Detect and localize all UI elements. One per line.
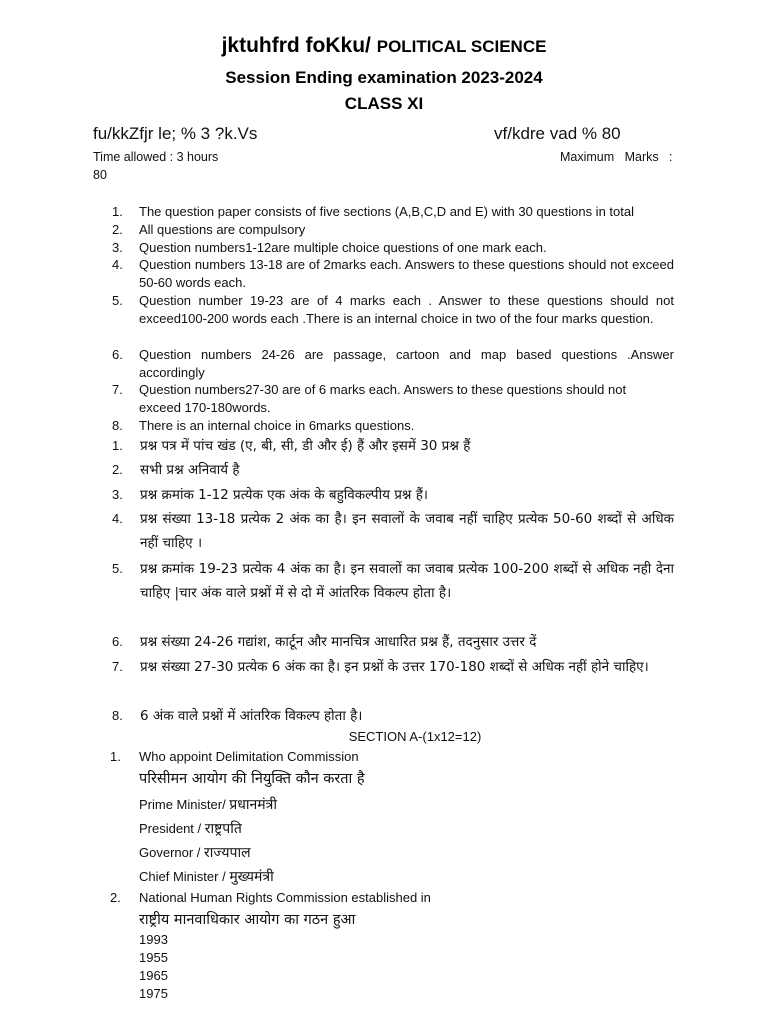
instruction-item: 3. Question numbers1-12are multiple choice questions of one mark each. (112, 240, 547, 255)
option: 1993 (139, 932, 168, 947)
question-text-hindi: परिसीमन आयोग की नियुक्ति कौन करता है (139, 771, 365, 787)
option: Prime Minister/ प्रधानमंत्री (139, 797, 277, 813)
instruction-item: 7. Question numbers27-30 are of 6 marks each. Answers to these questions should not exceed 170-180words. (112, 382, 627, 415)
question-text-hindi: राष्ट्रीय मानवाधिकार आयोग का गठन हुआ (139, 912, 356, 928)
session-heading: Session Ending examination 2023-2024 (225, 68, 543, 87)
instruction-item-hindi: 8. 6 अंक वाले प्रश्नों में आंतरिक विकल्प होता है। (112, 708, 363, 724)
marks-hindi-font: vf/kdre vad % 80 (494, 124, 621, 143)
section-a-heading: SECTION A-(1x12=12) (348, 729, 482, 744)
title-english: POLITICAL SCIENCE (376, 37, 547, 56)
instruction-item-hindi: 7. प्रश्न संख्या 27-30 प्रत्येक 6 अंक का है। इन प्रश्नों के उत्तर 170-180 शब्दों से अधिक नहीं होने चाहिए। (112, 659, 649, 675)
option: 1975 (139, 986, 168, 1001)
instruction-item: 8. There is an internal choice in 6marks questions. (112, 418, 415, 433)
time-allowed: Time allowed : 3 hours (93, 150, 219, 164)
instruction-item: 4. Question numbers 13-18 are of 2marks each. Answers to these questions should not exceed 50-60 words each. (112, 257, 674, 290)
paper-title (0, 34, 768, 58)
instruction-item: 2. All questions are compulsory (112, 222, 306, 237)
instruction-item: 6. Question numbers 24-26 are passage, cartoon and map based questions .Answer accordingly (112, 347, 674, 380)
question-number: 2. (110, 890, 121, 905)
title-hindi-font: jktuhfrd foKku/ (221, 34, 371, 57)
instruction-item-hindi: 1. प्रश्न पत्र में पांच खंड (ए, बी, सी, डी और ई) हैं और इसमें 30 प्रश्न हैं (112, 438, 471, 454)
option: 1965 (139, 968, 168, 983)
option: President / राष्ट्रपति (139, 821, 242, 837)
instruction-item: 1. The question paper consists of five sections (A,B,C,D and E) with 30 questions in total (112, 204, 634, 219)
instruction-item-hindi: 5. प्रश्न क्रमांक 19-23 प्रत्येक 4 अंक का है। इन सवालों का जवाब प्रत्येक 100-200 शब्दों से अधिक नही देना चाहिए |चार अंक वाले प्रश्नों में से दो में आंतरिक विकल्प होता है। (112, 561, 674, 601)
question-number: 1. (110, 749, 121, 764)
question-text: National Human Rights Commission established in (139, 890, 431, 905)
instruction-item-hindi: 2. सभी प्रश्न अनिवार्य है (112, 462, 240, 478)
instruction-item-hindi: 6. प्रश्न संख्या 24-26 गद्यांश, कार्टून और मानचित्र आधारित प्रश्न हैं, तदनुसार उत्तर दें (112, 634, 537, 650)
instruction-item-hindi: 3. प्रश्न क्रमांक 1-12 प्रत्येक एक अंक के बहुविकल्पीय प्रश्न हैं। (112, 487, 429, 503)
maximum-marks-label: Maximum Marks : (560, 150, 673, 164)
class-heading: CLASS XI (344, 94, 424, 113)
time-hindi-font: fu/kkZfjr le; % 3 ?k.Vs (93, 124, 258, 143)
option: 1955 (139, 950, 168, 965)
instruction-item-hindi: 4. प्रश्न संख्या 13-18 प्रत्येक 2 अंक का है। इन सवालों के जवाब नहीं चाहिए प्रत्येक 50-60 शब्दों से अधिक नहीं चाहिए । (112, 511, 674, 551)
question-text: Who appoint Delimitation Commission (139, 749, 359, 764)
option: Governor / राज्यपाल (139, 845, 251, 861)
option: Chief Minister / मुख्यमंत्री (139, 869, 274, 885)
maximum-marks-value: 80 (93, 168, 107, 182)
instruction-item: 5. Question number 19-23 are of 4 marks each . Answer to these questions should not exceed100-200 words each .There is an internal choice in two of the four marks question. (112, 293, 674, 326)
